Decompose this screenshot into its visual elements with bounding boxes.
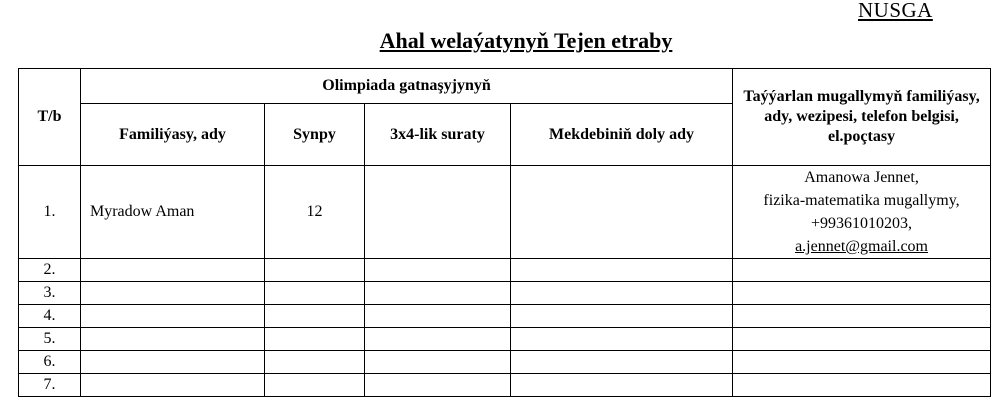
row-number: 4. bbox=[19, 305, 81, 328]
row-number: 6. bbox=[19, 351, 81, 374]
table-row bbox=[19, 328, 991, 351]
header-tb: T/b bbox=[19, 69, 81, 166]
header-teacher: Taýýarlan mugallymyň familiýasy, ady, wezipesi, telefon belgisi, el.poçtasy bbox=[733, 69, 991, 166]
participant-school bbox=[511, 166, 733, 259]
participant-name: Myradow Aman bbox=[81, 166, 265, 259]
row-number: 2. bbox=[19, 259, 81, 282]
table-row bbox=[19, 351, 991, 374]
teacher-name: Amanowa Jennet, bbox=[804, 169, 919, 186]
header-school: Mekdebiniň doly ady bbox=[511, 104, 733, 166]
row-number: 5. bbox=[19, 328, 81, 351]
table-row bbox=[19, 282, 991, 305]
teacher-phone: +99361010203, bbox=[811, 215, 913, 232]
participants-table bbox=[18, 68, 991, 397]
header-grade: Synpy bbox=[265, 104, 365, 166]
row-number: 7. bbox=[19, 374, 81, 397]
document-mark: NUSGA bbox=[858, 0, 933, 22]
table-row bbox=[19, 374, 991, 397]
header-participant-group: Olimpiada gatnaşyjynyň bbox=[81, 69, 733, 104]
teacher-position: fizika-matematika mugallymy, bbox=[763, 192, 960, 209]
document-title: Ahal welaýatynyň Tejen etraby bbox=[379, 28, 673, 53]
header-surname-name: Familiýasy, ady bbox=[81, 104, 265, 166]
row-number: 1. bbox=[19, 166, 81, 259]
header-photo: 3x4-lik suraty bbox=[365, 104, 511, 166]
teacher-email: a.jennet@gmail.com bbox=[795, 238, 928, 255]
participant-grade: 12 bbox=[265, 166, 365, 259]
teacher-info bbox=[733, 166, 991, 259]
table-row bbox=[19, 305, 991, 328]
table-row bbox=[19, 166, 991, 259]
table-row bbox=[19, 259, 991, 282]
row-number: 3. bbox=[19, 282, 81, 305]
participant-photo bbox=[365, 166, 511, 259]
